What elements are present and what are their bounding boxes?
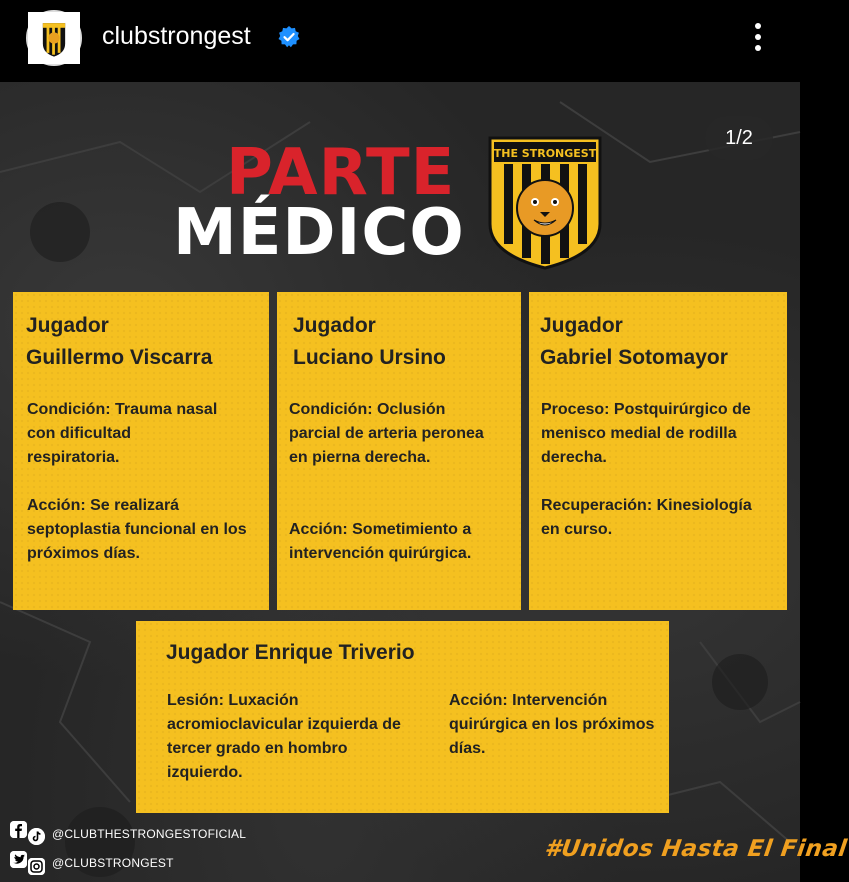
profile-avatar[interactable]	[26, 10, 82, 66]
player-card-sotomayor	[529, 292, 787, 610]
player-label: Jugador	[26, 314, 109, 337]
player-label: Jugador	[540, 314, 623, 337]
player-card-viscarra	[13, 292, 269, 610]
title-parte: PARTE	[226, 136, 456, 210]
verified-badge-icon	[277, 25, 301, 49]
player-condition: Condición: Oclusión parcial de arteria peronea en pierna derecha.	[289, 401, 484, 466]
player-injury: Lesión: Luxación acromioclavicular izquierda de tercer grado en hombro izquierdo.	[167, 692, 401, 781]
player-name: Guillermo Viscarra	[26, 346, 213, 369]
player-recovery: Recuperación: Kinesiología en curso.	[541, 497, 752, 538]
player-label: Jugador	[293, 314, 376, 337]
club-crest-logo	[484, 132, 606, 272]
player-condition: Condición: Trauma nasal con dificultad respiratoria.	[27, 401, 218, 466]
player-action: Acción: Se realizará septoplastia funcional en los próximos días.	[27, 497, 247, 562]
player-card-ursino	[277, 292, 521, 610]
post-header	[0, 0, 800, 82]
post-image	[0, 82, 849, 882]
player-process: Proceso: Postquirúrgico de menisco medial de rodilla derecha.	[541, 401, 751, 466]
social-handle-2: @CLUBSTRONGEST	[52, 856, 174, 870]
social-handle-1: @CLUBTHESTRONGESTOFICIAL	[52, 827, 247, 841]
player-title: Jugador Enrique Triverio	[166, 641, 415, 664]
more-vertical-icon[interactable]	[748, 20, 768, 56]
hashtag-slogan: #Unidos Hasta El Final	[543, 836, 849, 862]
player-action: Acción: Sometimiento a intervención quirúrgica.	[289, 521, 472, 562]
instagram-icon	[28, 858, 45, 875]
crest-text: THE STRONGEST	[493, 147, 597, 160]
tiktok-icon	[28, 828, 45, 845]
player-card-triverio	[136, 621, 669, 813]
player-action: Acción: Intervención quirúrgica en los próximos días.	[449, 692, 655, 757]
profile-username[interactable]: clubstrongest	[102, 22, 251, 50]
player-name: Luciano Ursino	[293, 346, 446, 369]
carousel-counter: 1/2	[705, 116, 773, 160]
facebook-icon	[10, 821, 27, 838]
title-medico: MÉDICO	[173, 196, 465, 270]
twitter-icon	[10, 851, 27, 868]
player-name: Gabriel Sotomayor	[540, 346, 728, 369]
